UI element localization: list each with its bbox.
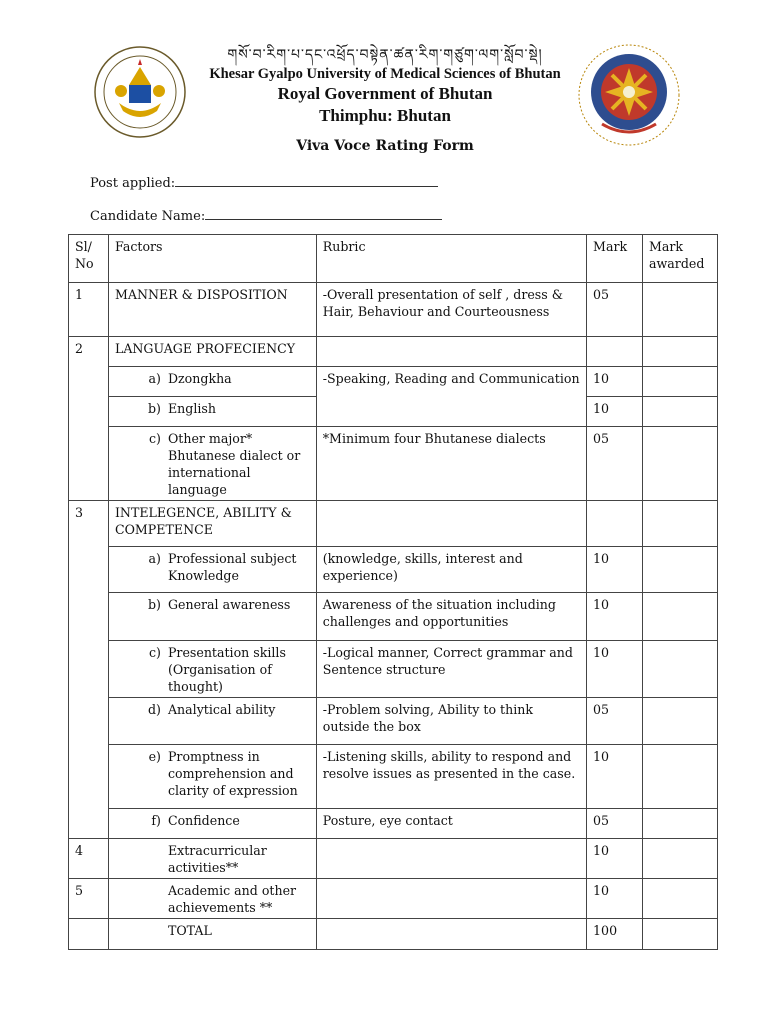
row-letter: c) [148, 431, 161, 446]
row-letter: b) [147, 597, 161, 612]
mark-awarded-cell[interactable] [643, 809, 718, 839]
letterhead [0, 0, 770, 140]
mark-awarded-cell[interactable] [643, 879, 718, 919]
row-mark: 05 [587, 809, 643, 839]
table-header-row [69, 235, 718, 283]
row-rubric: -Speaking, Reading and Communication [316, 367, 586, 427]
table-row [69, 547, 718, 593]
row-mark: 05 [587, 283, 643, 337]
row-sl: 3 [69, 501, 109, 547]
header-factors: Factors [108, 235, 316, 283]
row-factor: INTELEGENCE, ABILITY & COMPETENCE [108, 501, 316, 547]
row-letter: e) [148, 749, 161, 764]
row-letter: d) [147, 702, 161, 717]
table-row [69, 427, 718, 501]
table-row [69, 879, 718, 919]
row-factor: Dzongkha [167, 371, 232, 386]
table-row [69, 809, 718, 839]
row-mark: 05 [587, 427, 643, 501]
post-applied-line[interactable] [175, 173, 438, 187]
row-mark: 10 [587, 641, 643, 698]
row-factor: Extracurricular activities** [167, 843, 267, 875]
row-rubric: -Logical manner, Correct grammar and Sentence structure [316, 641, 586, 698]
university-seal-logo [93, 45, 187, 139]
row-rubric: -Problem solving, Ability to think outside the box [316, 698, 586, 745]
table-row [69, 641, 718, 698]
row-sl: 4 [69, 839, 109, 879]
row-mark: 10 [587, 547, 643, 593]
row-factor: Other major* Bhutanese dialect or international language [167, 431, 301, 497]
row-rubric: Posture, eye contact [316, 809, 586, 839]
header-sl: Sl/ No [69, 235, 109, 283]
table-row [69, 593, 718, 641]
row-factor: Confidence [167, 813, 240, 828]
mark-awarded-cell[interactable] [643, 367, 718, 397]
row-rubric: Awareness of the situation including challenges and opportunities [316, 593, 586, 641]
mark-awarded-cell[interactable] [643, 547, 718, 593]
mark-awarded-cell[interactable] [643, 427, 718, 501]
row-letter: f) [151, 813, 161, 828]
post-applied-label: Post applied: [90, 176, 176, 191]
row-rubric: *Minimum four Bhutanese dialects [316, 427, 586, 501]
row-factor: Promptness in comprehension and clarity of expression [167, 749, 298, 798]
row-mark: 10 [587, 879, 643, 919]
row-factor: Professional subject Knowledge [167, 551, 297, 583]
table-row [69, 745, 718, 809]
rating-table [68, 234, 718, 950]
header-mark-awarded: Mark awarded [643, 235, 718, 283]
location: Thimphu: Bhutan [319, 106, 451, 125]
mark-awarded-cell[interactable] [643, 593, 718, 641]
table-row [69, 283, 718, 337]
row-factor: Academic and other achievements ** [167, 883, 297, 915]
mark-awarded-cell[interactable] [643, 745, 718, 809]
total-awarded-cell[interactable] [643, 919, 718, 950]
mark-awarded-cell[interactable] [643, 397, 718, 427]
row-letter: c) [148, 645, 161, 660]
table-row [69, 501, 718, 547]
mark-awarded-cell[interactable] [643, 337, 718, 367]
form-title: Viva Voce Rating Form [296, 138, 474, 154]
row-factor: MANNER & DISPOSITION [108, 283, 316, 337]
header-mark: Mark [587, 235, 643, 283]
total-mark: 100 [587, 919, 643, 950]
row-factor: LANGUAGE PROFECIENCY [108, 337, 316, 367]
row-mark: 10 [587, 397, 643, 427]
header-rubric: Rubric [316, 235, 586, 283]
university-name: Khesar Gyalpo University of Medical Sciences of Bhutan [209, 66, 561, 82]
total-row [69, 919, 718, 950]
national-emblem-logo [572, 40, 687, 150]
row-sl: 1 [69, 283, 109, 337]
mark-awarded-cell[interactable] [643, 501, 718, 547]
mark-awarded-cell[interactable] [643, 283, 718, 337]
row-sl: 2 [69, 337, 109, 367]
mark-awarded-cell[interactable] [643, 839, 718, 879]
table-row [69, 839, 718, 879]
row-mark: 05 [587, 698, 643, 745]
row-rubric: -Overall presentation of self , dress & Hair, Behaviour and Courteousness [316, 283, 586, 337]
dzongkha-title: གསོ་བ་རིག་པ་དང་འཕྲོད་བསྟེན་ཚན་རིག་གཙུག་ལག་སློབ་སྡེ། [227, 47, 543, 63]
total-label: TOTAL [167, 923, 212, 938]
row-mark: 10 [587, 839, 643, 879]
row-factor: English [167, 401, 216, 416]
table-row [69, 367, 718, 397]
row-rubric: (knowledge, skills, interest and experience) [316, 547, 586, 593]
table-row [69, 698, 718, 745]
row-mark: 10 [587, 367, 643, 397]
row-letter: a) [148, 551, 161, 566]
post-applied-field[interactable] [90, 173, 438, 191]
row-mark: 10 [587, 593, 643, 641]
row-mark: 10 [587, 745, 643, 809]
row-factor: General awareness [167, 597, 291, 612]
row-letter: a) [148, 371, 161, 386]
row-factor: Presentation skills (Organisation of thought) [167, 645, 286, 694]
mark-awarded-cell[interactable] [643, 641, 718, 698]
government-name: Royal Government of Bhutan [277, 84, 493, 103]
row-letter: b) [147, 401, 161, 416]
mark-awarded-cell[interactable] [643, 698, 718, 745]
row-sl: 5 [69, 879, 109, 919]
row-rubric: -Listening skills, ability to respond and resolve issues as presented in the case. [316, 745, 586, 809]
candidate-name-line[interactable] [205, 206, 442, 220]
table-row [69, 337, 718, 367]
candidate-name-field[interactable] [90, 206, 442, 224]
row-factor: Analytical ability [167, 702, 276, 717]
candidate-name-label: Candidate Name: [90, 209, 206, 224]
